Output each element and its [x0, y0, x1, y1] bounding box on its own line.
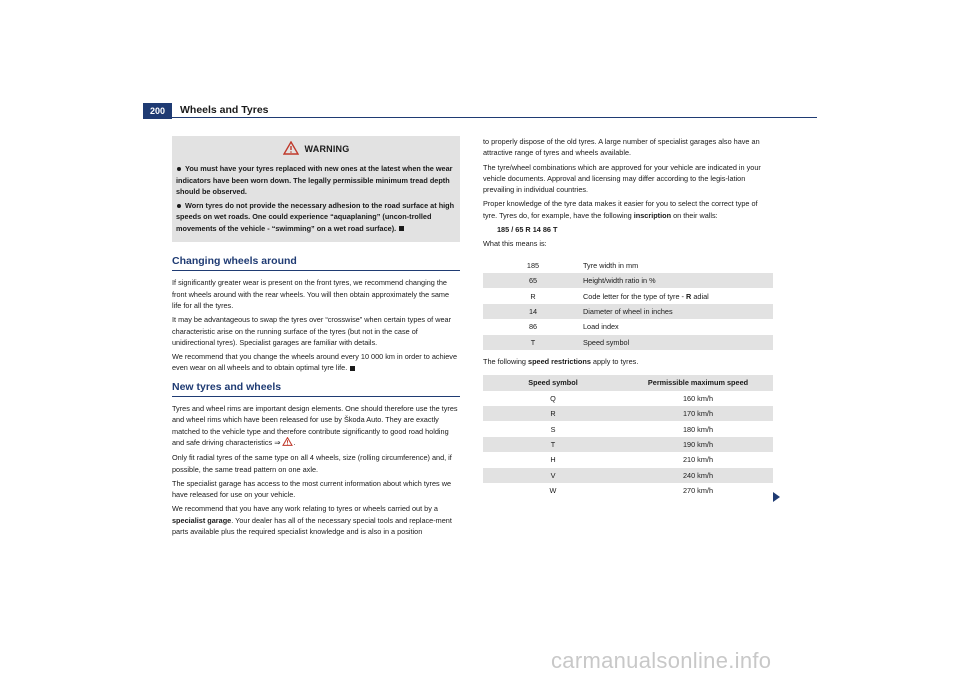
warning-ref-icon[interactable]: [282, 437, 293, 449]
paragraph: The following speed restrictions apply to tyres.: [483, 357, 639, 367]
paragraph: We recommend that you change the wheels around every 10 000 km in order to achieve even wear on all wheels and to obtain optimal tyre life.: [172, 352, 458, 373]
paragraph: The tyre/wheel combinations which are approved for your vehicle are indicated in your vehicle documents. Approval and licensing may differ according to the legis-lation prevailing in individual countries.: [483, 162, 761, 195]
table-header-row: Speed symbol Permissible maximum speed: [483, 375, 773, 390]
table-row: 86 Load index: [528, 322, 619, 332]
table-row: W 270 km/h: [549, 486, 713, 496]
paragraph: to properly dispose of the old tyres. A large number of specialist garages also have an attractive range of tyres and wheels available.: [483, 137, 760, 158]
warning-item: You must have your tyres replaced with new ones at the latest when the wear indicators have been worn down. The legally permissible minimum tread depth should be observed.: [176, 164, 453, 196]
paragraph: Only fit radial tyres of the same type on all 4 wheels, size (rolling circumference) and, if possible, the same tread pattern on one axle.: [172, 453, 452, 474]
table-row: T 190 km/h: [483, 437, 773, 452]
table-row: V 240 km/h: [483, 468, 773, 483]
table-row: R Code letter for the type of tyre - R adial: [530, 291, 709, 301]
table-row: 14 Diameter of wheel in inches: [483, 304, 773, 319]
table-row: 65 Height/width ratio in %: [483, 273, 773, 288]
table-row: R 170 km/h: [483, 406, 773, 421]
warning-item: Worn tyres do not provide the necessary adhesion to the road surface at high speeds on wet roads. One could experience “aquaplaning” (uncon-trolled movements of the vehicle - “swimming” on a wet road surface).: [176, 201, 455, 233]
paragraph: Proper knowledge of the tyre data makes it easier for you to select the correct type of tyre. Tyres do, for example, have the following inscription on their walls:: [483, 199, 758, 220]
section-end-icon: [350, 366, 355, 371]
warning-box: [172, 136, 460, 242]
warning-title: WARNING: [304, 144, 350, 154]
left-column: [172, 136, 460, 545]
warning-header: [176, 141, 456, 158]
section-heading-new-tyres: New tyres and wheels: [172, 382, 460, 397]
next-page-arrow-icon[interactable]: [773, 492, 780, 502]
page-title: Wheels and Tyres: [180, 104, 269, 116]
section-end-icon: [399, 226, 404, 231]
table-row: 185 Tyre width in mm: [526, 260, 639, 270]
section-heading-changing: Changing wheels around: [172, 256, 460, 271]
paragraph: It may be advantageous to swap the tyres over “crosswise” when certain types of wear characteristic arise on the running surface of the tyres (but not in the case of unidirectional tyres). Specialist garages are familiar with details.: [172, 315, 452, 347]
bullet-icon: [177, 167, 181, 171]
speed-symbol-table: [483, 375, 773, 498]
right-column: [483, 136, 773, 498]
header-rule: [172, 117, 817, 118]
tyre-code-table: [483, 258, 773, 350]
paragraph: Tyres and wheel rims are important design elements. One should therefore use the tyres and wheel rims which have been released for use by Škoda Auto. They are exactly matched to the vehicle type and therefore contribute significantly to good road holding and safe driving characteristics ⇒ .: [172, 403, 460, 449]
page-number: 200: [143, 103, 172, 119]
warning-icon: [283, 141, 299, 158]
bullet-icon: [177, 204, 181, 208]
paragraph: The specialist garage has access to the most current information about which tyres we have released for use on your vehicle.: [172, 478, 452, 500]
table-row: H 210 km/h: [550, 455, 713, 465]
paragraph: What this means is:: [483, 239, 547, 249]
table-row: S 180 km/h: [550, 424, 713, 434]
new-tyres-section: [172, 382, 460, 538]
tyre-inscription: 185 / 65 R 14 86 T: [497, 225, 558, 235]
table-row: Q 160 km/h: [550, 393, 713, 403]
paragraph: If significantly greater wear is present on the front tyres, we recommend changing the front wheels around with the rear wheels. You will then obtain approximately the same life for all the tyres.: [172, 278, 450, 310]
watermark: carmanualsonline.info: [551, 648, 772, 673]
table-row: T Speed symbol: [483, 335, 773, 350]
changing-wheels-section: [172, 256, 460, 374]
paragraph: We recommend that you have any work relating to tyres or wheels carried out by a specialist garage. Your dealer has all of the necessary special tools and replace-ment parts available plus the required specialist knowledge and is also in a position: [172, 504, 452, 537]
